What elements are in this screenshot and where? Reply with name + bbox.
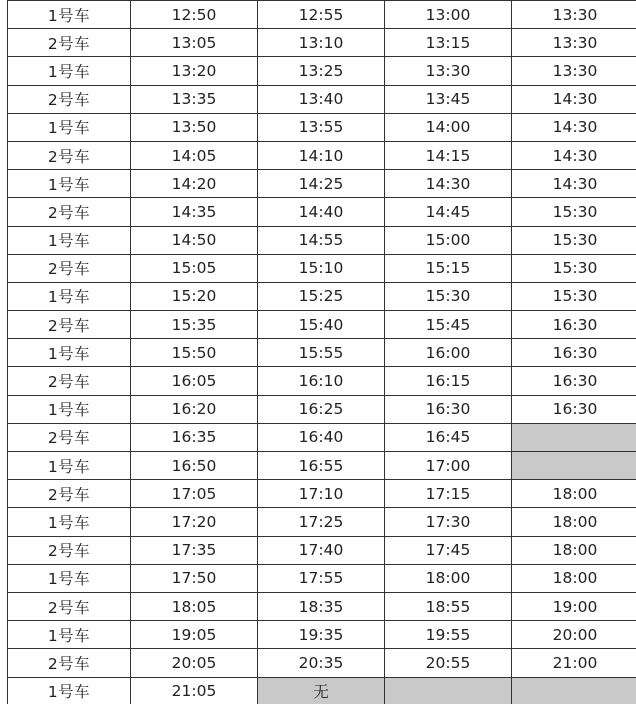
departure-time-cell: 17:05 (131, 480, 258, 508)
bus-number-label: 1号车 (47, 288, 91, 307)
departure-time-cell: 13:10 (258, 29, 385, 57)
table-row (8, 592, 636, 620)
departure-time-cell: 13:45 (385, 85, 512, 113)
departure-time-cell: 15:05 (131, 254, 258, 282)
bus-number-label: 2号车 (47, 34, 91, 53)
bus-number-label: 2号车 (47, 260, 91, 279)
departure-time-cell: 14:55 (258, 226, 385, 254)
bus-number-cell (8, 113, 131, 141)
bus-number-cell (8, 339, 131, 367)
departure-time-cell: 15:40 (258, 311, 385, 339)
bus-number-cell (8, 621, 131, 649)
departure-time-cell: 16:30 (512, 367, 636, 395)
bus-number-cell (8, 677, 131, 704)
departure-time-cell: 19:55 (385, 621, 512, 649)
bus-number-label: 1号车 (47, 457, 91, 476)
departure-time-cell: 15:30 (512, 254, 636, 282)
departure-time-cell: 13:15 (385, 29, 512, 57)
bus-number-label: 2号车 (47, 654, 91, 673)
bus-number-label: 1号车 (47, 62, 91, 81)
bus-number-cell (8, 423, 131, 451)
departure-time-cell: 16:30 (385, 395, 512, 423)
departure-time-cell: 13:30 (512, 1, 636, 29)
departure-time-cell: 14:40 (258, 198, 385, 226)
departure-time-cell: 15:30 (512, 198, 636, 226)
departure-time-cell: 14:50 (131, 226, 258, 254)
table-row (8, 649, 636, 677)
departure-time-cell: 14:15 (385, 141, 512, 169)
departure-time-cell: 17:40 (258, 536, 385, 564)
departure-time-cell: 16:30 (512, 339, 636, 367)
table-row (8, 480, 636, 508)
departure-time-cell: 18:35 (258, 592, 385, 620)
departure-time-cell: 16:20 (131, 395, 258, 423)
departure-time-cell: 18:00 (512, 508, 636, 536)
departure-time-cell: 17:25 (258, 508, 385, 536)
departure-time-cell: 20:00 (512, 621, 636, 649)
bus-number-cell (8, 311, 131, 339)
table-row (8, 170, 636, 198)
departure-time-cell: 19:05 (131, 621, 258, 649)
departure-time-cell: 16:00 (385, 339, 512, 367)
bus-number-cell (8, 452, 131, 480)
table-row (8, 198, 636, 226)
departure-time-cell: 13:25 (258, 57, 385, 85)
bus-number-cell (8, 536, 131, 564)
departure-time-cell (512, 452, 636, 480)
bus-number-cell (8, 282, 131, 310)
bus-number-label: 2号车 (47, 91, 91, 110)
departure-time-cell: 14:45 (385, 198, 512, 226)
departure-time-cell: 19:00 (512, 592, 636, 620)
bus-number-cell (8, 395, 131, 423)
table-row (8, 508, 636, 536)
table-row (8, 254, 636, 282)
bus-number-cell (8, 367, 131, 395)
bus-number-label: 1号车 (47, 344, 91, 363)
table-row (8, 621, 636, 649)
departure-time-cell: 16:10 (258, 367, 385, 395)
departure-time-cell: 13:05 (131, 29, 258, 57)
departure-time-cell: 15:25 (258, 282, 385, 310)
departure-time-cell: 13:50 (131, 113, 258, 141)
bus-number-label: 2号车 (47, 203, 91, 222)
departure-time-cell: 15:30 (512, 282, 636, 310)
bus-number-label: 1号车 (47, 232, 91, 251)
bus-number-label: 1号车 (47, 513, 91, 532)
departure-time-cell: 13:30 (385, 57, 512, 85)
departure-time-cell: 15:15 (385, 254, 512, 282)
departure-time-cell: 17:55 (258, 564, 385, 592)
departure-time-cell: 14:35 (131, 198, 258, 226)
departure-time-cell (385, 677, 512, 704)
table-row (8, 282, 636, 310)
departure-time-cell: 14:20 (131, 170, 258, 198)
table-row (8, 141, 636, 169)
departure-time-cell: 14:30 (512, 113, 636, 141)
bus-number-label: 2号车 (47, 542, 91, 561)
bus-number-cell (8, 141, 131, 169)
departure-time-cell (512, 677, 636, 704)
bus-number-label: 1号车 (47, 401, 91, 420)
departure-time-cell: 15:30 (512, 226, 636, 254)
bus-number-label: 1号车 (47, 6, 91, 25)
departure-time-cell: 20:35 (258, 649, 385, 677)
departure-time-cell: 21:00 (512, 649, 636, 677)
table-row (8, 29, 636, 57)
departure-time-cell: 17:30 (385, 508, 512, 536)
bus-number-cell (8, 198, 131, 226)
departure-time-cell: 15:10 (258, 254, 385, 282)
departure-time-cell: 13:30 (512, 57, 636, 85)
departure-time-cell: 13:40 (258, 85, 385, 113)
departure-time-cell: 18:00 (512, 564, 636, 592)
departure-time-cell: 21:05 (131, 677, 258, 704)
departure-time-cell (512, 423, 636, 451)
bus-number-cell (8, 649, 131, 677)
departure-time-cell: 16:50 (131, 452, 258, 480)
bus-number-cell (8, 85, 131, 113)
departure-time-cell: 14:00 (385, 113, 512, 141)
departure-time-cell: 20:55 (385, 649, 512, 677)
departure-time-cell: 14:25 (258, 170, 385, 198)
departure-time-cell: 16:25 (258, 395, 385, 423)
departure-time-cell: 12:55 (258, 1, 385, 29)
departure-time-cell: 18:00 (512, 536, 636, 564)
table-row (8, 367, 636, 395)
departure-time-cell: 19:35 (258, 621, 385, 649)
bus-schedule-table (7, 0, 636, 704)
departure-time-cell: 18:00 (512, 480, 636, 508)
departure-time-cell: 14:30 (385, 170, 512, 198)
departure-time-cell: 13:55 (258, 113, 385, 141)
departure-time-cell: 15:20 (131, 282, 258, 310)
departure-time-cell: 18:00 (385, 564, 512, 592)
bus-number-cell (8, 29, 131, 57)
bus-number-label: 1号车 (47, 119, 91, 138)
departure-time-cell: 15:55 (258, 339, 385, 367)
bus-number-label: 2号车 (47, 598, 91, 617)
bus-number-label: 2号车 (47, 316, 91, 335)
departure-time-cell: 15:35 (131, 311, 258, 339)
table-row (8, 113, 636, 141)
departure-time-cell: 15:00 (385, 226, 512, 254)
table-row (8, 311, 636, 339)
bus-number-label: 2号车 (47, 147, 91, 166)
bus-number-cell (8, 170, 131, 198)
bus-number-label: 1号车 (47, 175, 91, 194)
departure-time-cell: 20:05 (131, 649, 258, 677)
bus-number-cell (8, 1, 131, 29)
table-row (8, 395, 636, 423)
departure-time-cell: 13:35 (131, 85, 258, 113)
bus-number-label: 1号车 (47, 570, 91, 589)
departure-time-cell: 12:50 (131, 1, 258, 29)
departure-time-cell: 16:30 (512, 311, 636, 339)
bus-number-label: 1号车 (47, 626, 91, 645)
departure-time-cell: 15:50 (131, 339, 258, 367)
bus-number-cell (8, 592, 131, 620)
departure-time-cell: 14:30 (512, 170, 636, 198)
departure-time-cell: 16:45 (385, 423, 512, 451)
table-row (8, 564, 636, 592)
table-row (8, 452, 636, 480)
departure-time-cell: 16:40 (258, 423, 385, 451)
table-row (8, 339, 636, 367)
bus-number-cell (8, 226, 131, 254)
bus-number-label: 2号车 (47, 429, 91, 448)
departure-time-cell: 17:50 (131, 564, 258, 592)
departure-time-cell: 17:20 (131, 508, 258, 536)
departure-time-cell: 13:00 (385, 1, 512, 29)
departure-time-cell: 16:35 (131, 423, 258, 451)
table-row (8, 85, 636, 113)
bus-number-cell (8, 564, 131, 592)
departure-time-cell: 17:15 (385, 480, 512, 508)
departure-time-cell: 15:45 (385, 311, 512, 339)
departure-time-cell: 17:10 (258, 480, 385, 508)
bus-number-label: 2号车 (47, 485, 91, 504)
table-row (8, 423, 636, 451)
table-row (8, 677, 636, 704)
table-row (8, 1, 636, 29)
departure-time-cell: 18:55 (385, 592, 512, 620)
departure-time-cell: 18:05 (131, 592, 258, 620)
departure-time-cell: 17:35 (131, 536, 258, 564)
schedule-table-body (8, 1, 636, 704)
departure-time-cell: 16:55 (258, 452, 385, 480)
departure-time-cell: 13:20 (131, 57, 258, 85)
departure-time-cell: 14:10 (258, 141, 385, 169)
departure-time-cell: 14:30 (512, 141, 636, 169)
departure-time-cell: 无 (258, 677, 385, 704)
departure-time-cell: 15:30 (385, 282, 512, 310)
departure-time-cell: 14:05 (131, 141, 258, 169)
bus-number-cell (8, 480, 131, 508)
table-row (8, 226, 636, 254)
table-row (8, 57, 636, 85)
departure-time-cell: 16:05 (131, 367, 258, 395)
departure-time-cell: 16:30 (512, 395, 636, 423)
bus-number-cell (8, 508, 131, 536)
bus-number-label: 1号车 (47, 683, 91, 702)
departure-time-cell: 17:45 (385, 536, 512, 564)
bus-number-cell (8, 57, 131, 85)
bus-number-label: 2号车 (47, 373, 91, 392)
departure-time-cell: 17:00 (385, 452, 512, 480)
bus-number-cell (8, 254, 131, 282)
departure-time-cell: 16:15 (385, 367, 512, 395)
departure-time-cell: 13:30 (512, 29, 636, 57)
departure-time-cell: 14:30 (512, 85, 636, 113)
table-row (8, 536, 636, 564)
